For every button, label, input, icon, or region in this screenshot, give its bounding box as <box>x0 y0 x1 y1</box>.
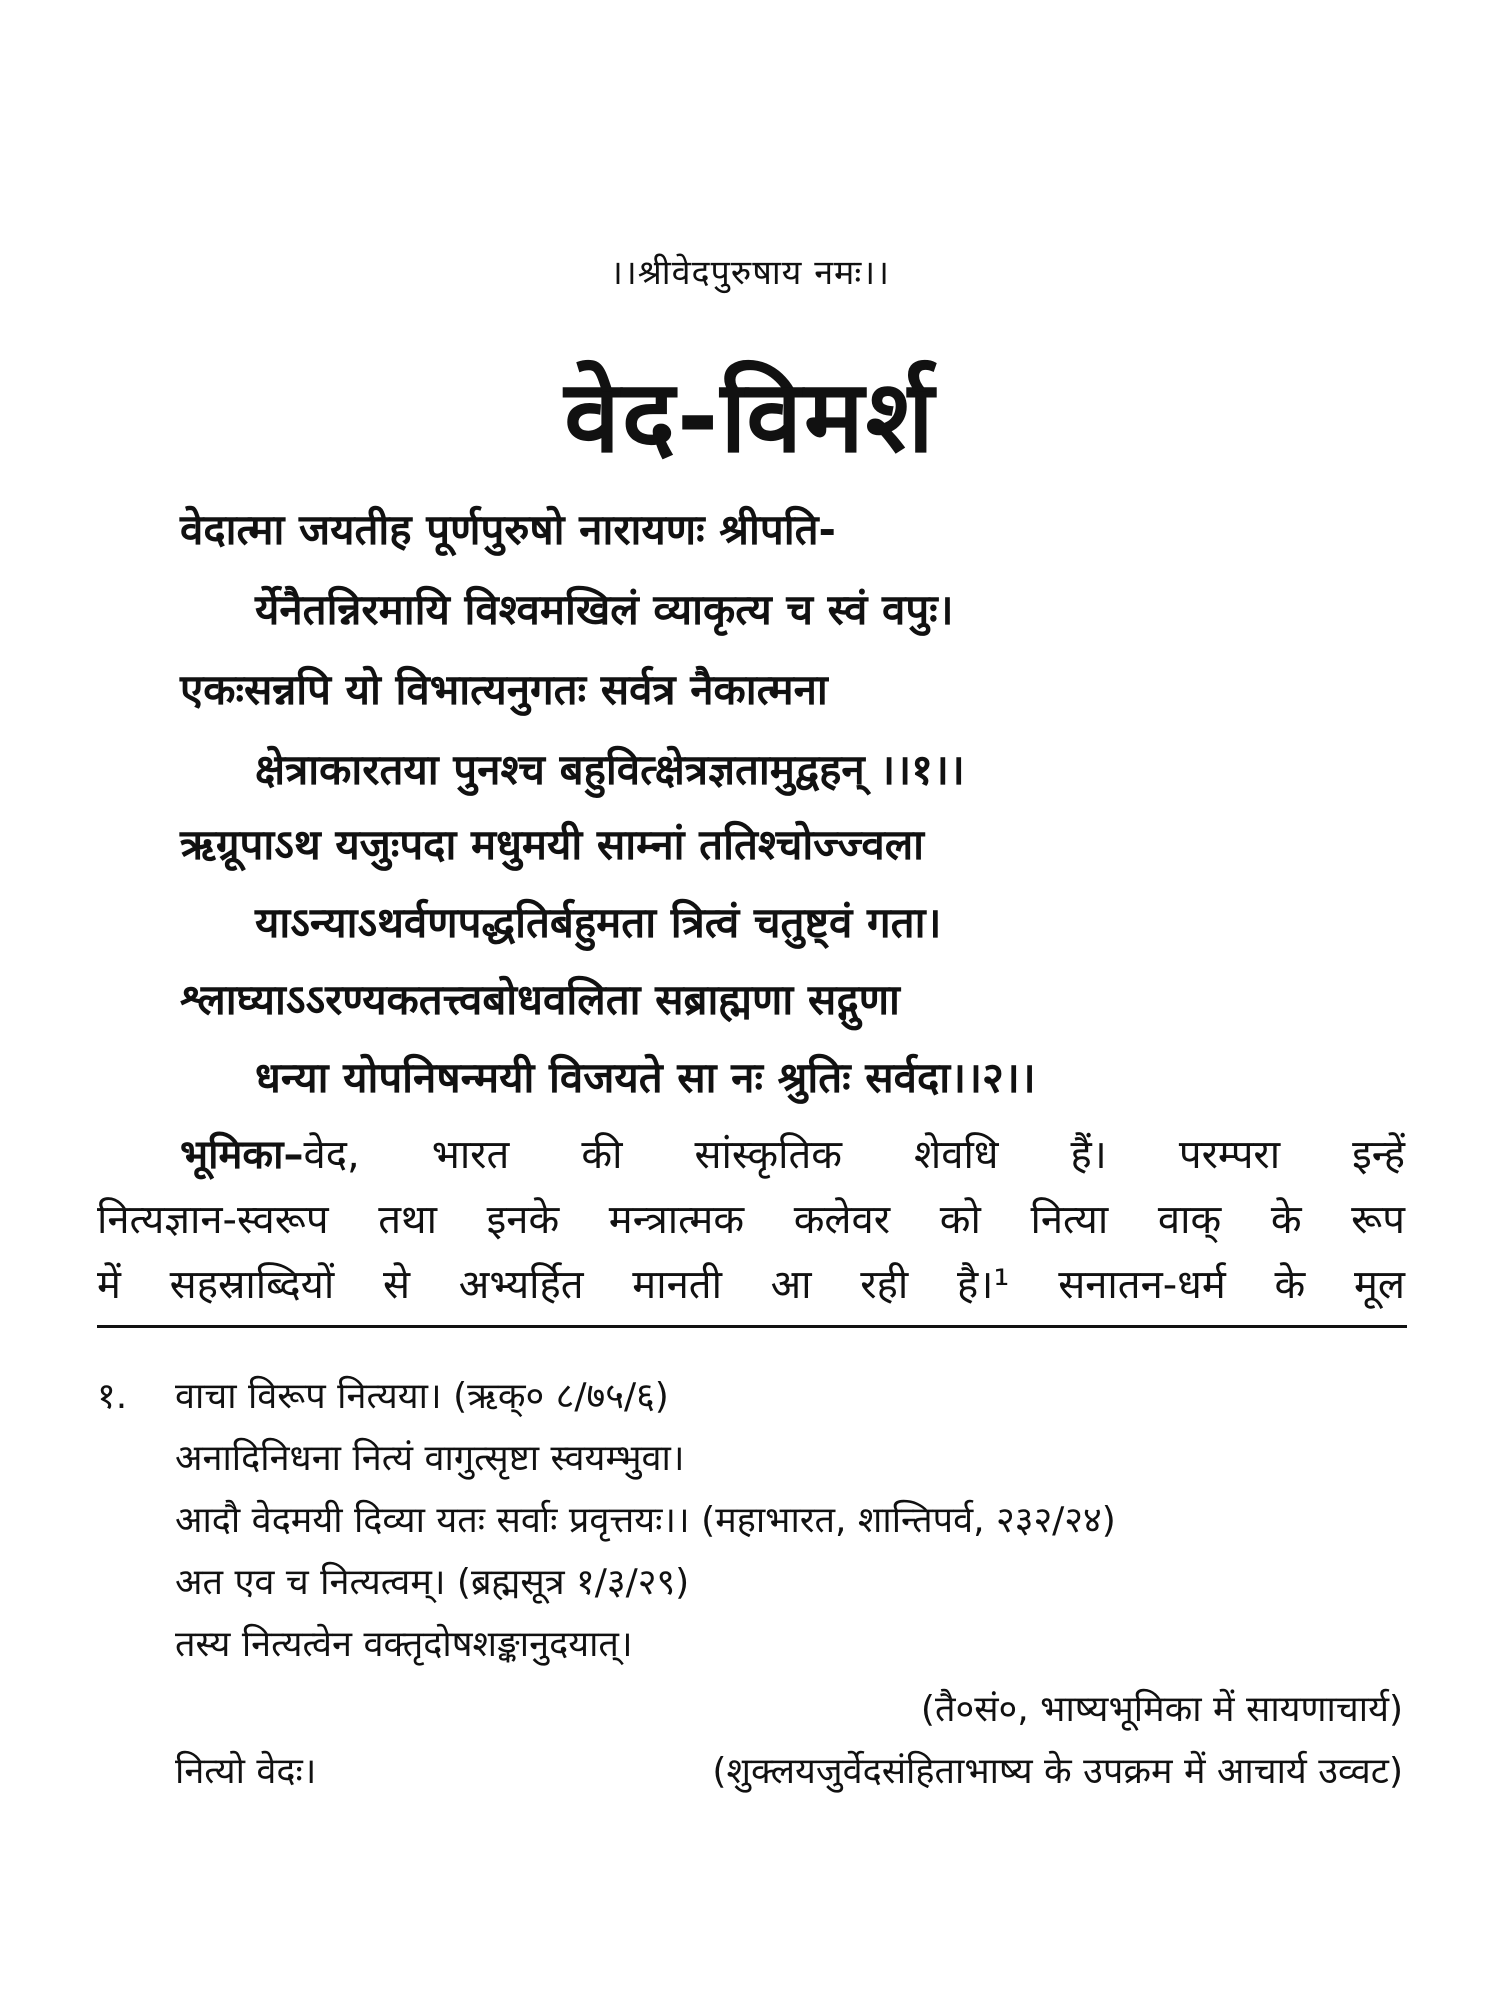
verse-line-3: एकःसन्नपि यो विभात्यनुगतः सर्वत्र नैकात्मना <box>180 665 828 714</box>
verse-line-8: धन्या योपनिषन्मयी विजयते सा नः श्रुतिः सर्वदा।।२।। <box>255 1053 1036 1102</box>
intro-line-3: में सहस्राब्दियों से अभ्यर्हित मानती आ रही है।¹ सनातन-धर्म के मूल <box>97 1262 1405 1308</box>
footnote-number: १. <box>97 1376 128 1417</box>
footnote-line-1: वाचा विरूप नित्यया। (ऋक्० ८/७५/६) <box>175 1376 669 1417</box>
footnote-attribution-2: (शुक्लयजुर्वेदसंहिताभाष्य के उपक्रम में आचार्य उव्वट) <box>712 1751 1403 1792</box>
intro-line-2: नित्यज्ञान-स्वरूप तथा इनके मन्त्रात्मक कलेवर को नित्या वाक् के रूप <box>97 1197 1405 1243</box>
verse-line-5: ऋग्रूपाऽथ यजुःपदा मधुमयी साम्नां ततिश्चोज्ज्वला <box>180 820 925 869</box>
invocation: ।।श्रीवेदपुरुषाय नमः।। <box>609 253 891 293</box>
verse-line-2: र्येनैतन्निरमायि विश्वमखिलं व्याकृत्य च स्वं वपुः। <box>255 585 954 634</box>
footnote-line-5: तस्य नित्यत्वेन वक्तृदोषशङ्कानुदयात्। <box>175 1624 633 1665</box>
verse-line-7: श्लाघ्याऽऽरण्यकतत्त्वबोधवलिता सब्राह्मणा सद्गुणा <box>180 975 900 1024</box>
footnote-line-4: अत एव च नित्यत्वम्। (ब्रह्मसूत्र १/३/२९) <box>175 1562 690 1603</box>
intro-lead: भूमिका– <box>180 1132 304 1178</box>
verse-line-4: क्षेत्राकारतया पुनश्च बहुवित्क्षेत्रज्ञतामुद्वहन् ।।१।। <box>255 745 965 794</box>
footnote-line-3: आदौ वेदमयी दिव्या यतः सर्वाः प्रवृत्तयः।। (महाभारत, शान्तिपर्व, २३२/२४) <box>175 1500 1116 1541</box>
footnote-divider <box>97 1325 1407 1328</box>
intro-line-1-text: वेद, भारत की सांस्कृतिक शेवधि हैं। परम्परा इन्हें <box>303 1132 1405 1178</box>
footnote-attribution: (तै०सं०, भाष्यभूमिका में सायणाचार्य) <box>920 1689 1403 1730</box>
verse-line-6: याऽन्याऽथर्वणपद्धतिर्बहुमता त्रित्वं चतुष्ट्वं गता। <box>255 898 942 947</box>
intro-line-1 <box>180 1125 1405 1180</box>
footnote-line-7: नित्यो वेदः। <box>175 1751 317 1792</box>
page-title: वेद-विमर्श <box>564 358 936 475</box>
verse-line-1: वेदात्मा जयतीह पूर्णपुरुषो नारायणः श्रीपति- <box>180 505 836 554</box>
footnote-line-2: अनादिनिधना नित्यं वागुत्सृष्टा स्वयम्भुवा। <box>175 1438 685 1479</box>
